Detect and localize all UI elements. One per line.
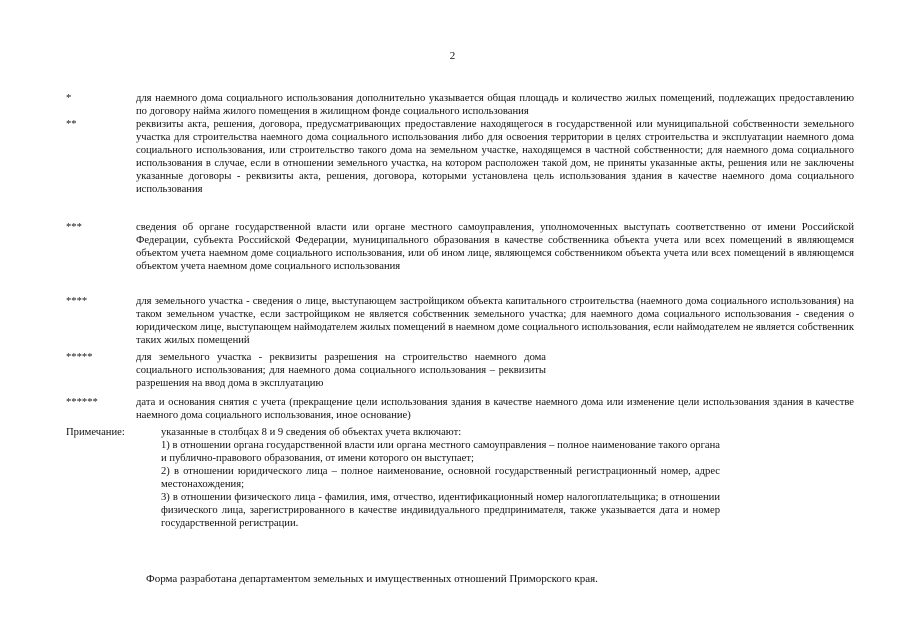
note-line: 1) в отношении органа государственной власти или органа местного самоуправления – полное наименование такого органа и публично-правового образования, от имени которого он выступает; xyxy=(161,440,720,464)
footnote-1 xyxy=(66,92,854,118)
footnote-text: для земельного участка - реквизиты разрешения на строительство наемного дома социального использования; для наемного дома социального использования – реквизиты разрешения на ввод дома в эксплуатацию xyxy=(136,352,546,389)
footnote-5 xyxy=(66,351,854,390)
footnote-3 xyxy=(66,221,854,273)
footnote-text: реквизиты акта, решения, договора, предусматривающих предоставление находящегося в государственной или муниципальной собственности земельного участка для строительства наемного дома социального использования либо для освоения территории в целях строительства и эксплуатации наемного дома социального использования, или строительство такого дома на земельном участке, находящемся в частной собственности; для наемного дома социального использования в случае, если в отношении земельного участка, на котором расположен такой дом, не приняты указанные акты, решения или не заключены указанные договоры - реквизиты акта, решения, договора, которыми установлена цель использования здания в качестве наемного дома социального использования xyxy=(136,119,854,195)
footnote-text: дата и основания снятия с учета (прекращение цели использования здания в качестве наемного дома или изменение цели использования здания в качестве наемного дома социального использования, иное основание) xyxy=(136,397,854,421)
footnote-mark: **** xyxy=(66,296,88,307)
note-line: 2) в отношении юридического лица – полное наименование, основной государственный регистрационный номер, адрес местонахождения; xyxy=(161,466,720,490)
footnote-mark: ****** xyxy=(66,397,98,408)
footnote-mark: ***** xyxy=(66,352,93,363)
footnote-mark: ** xyxy=(66,119,77,130)
footnote-mark: *** xyxy=(66,222,82,233)
footnote-6 xyxy=(66,396,854,422)
note-line: 3) в отношении физического лица - фамилия, имя, отчество, идентификационный номер налогоплательщика; в отношении физического лица, зарегистрированного в качестве индивидуального предпринимателя, также указывается дата и номер государственной регистрации. xyxy=(161,492,720,529)
footnote-mark: * xyxy=(66,93,72,104)
footnote-text: для наемного дома социального использования дополнительно указывается общая площадь и количество жилых помещений, подлежащих предоставлению по договору найма жилого помещения в жилищном фонде социального использования xyxy=(136,93,854,117)
note-label: Примечание: xyxy=(66,427,125,438)
note-body xyxy=(161,426,720,530)
note-block xyxy=(66,426,720,530)
page-number: 2 xyxy=(449,50,456,62)
footnote-4 xyxy=(66,295,854,347)
footnote-2 xyxy=(66,118,854,196)
note-line: указанные в столбцах 8 и 9 сведения об объектах учета включают: xyxy=(161,427,462,438)
footnote-text: для земельного участка - сведения о лице, выступающем застройщиком объекта капитального строительства (наемного дома социального использования) на таком земельном участке, если застройщиком не является собственник земельного участка; для наемного дома социального использования - сведения о юридическом лице, выступающем наймодателем жилых помещений в наемном доме социального использования, если наймодателем не является собственник таких жилых помещений xyxy=(136,296,854,346)
footer-text: Форма разработана департаментом земельных и имущественных отношений Приморского края. xyxy=(146,573,598,585)
footnote-text: сведения об органе государственной власти или органе местного самоуправления, уполномоченных выступать соответственно от имени Российской Федерации, субъекта Российской Федерации, муниципального образования в качестве собственника объекта учета или всех помещений в являющемся объектом учета наемном доме социального использования, или об ином лице, являющемся собственником объекта учета или всех помещений в являющемся объектом учета наемном доме социального использования xyxy=(136,222,854,272)
